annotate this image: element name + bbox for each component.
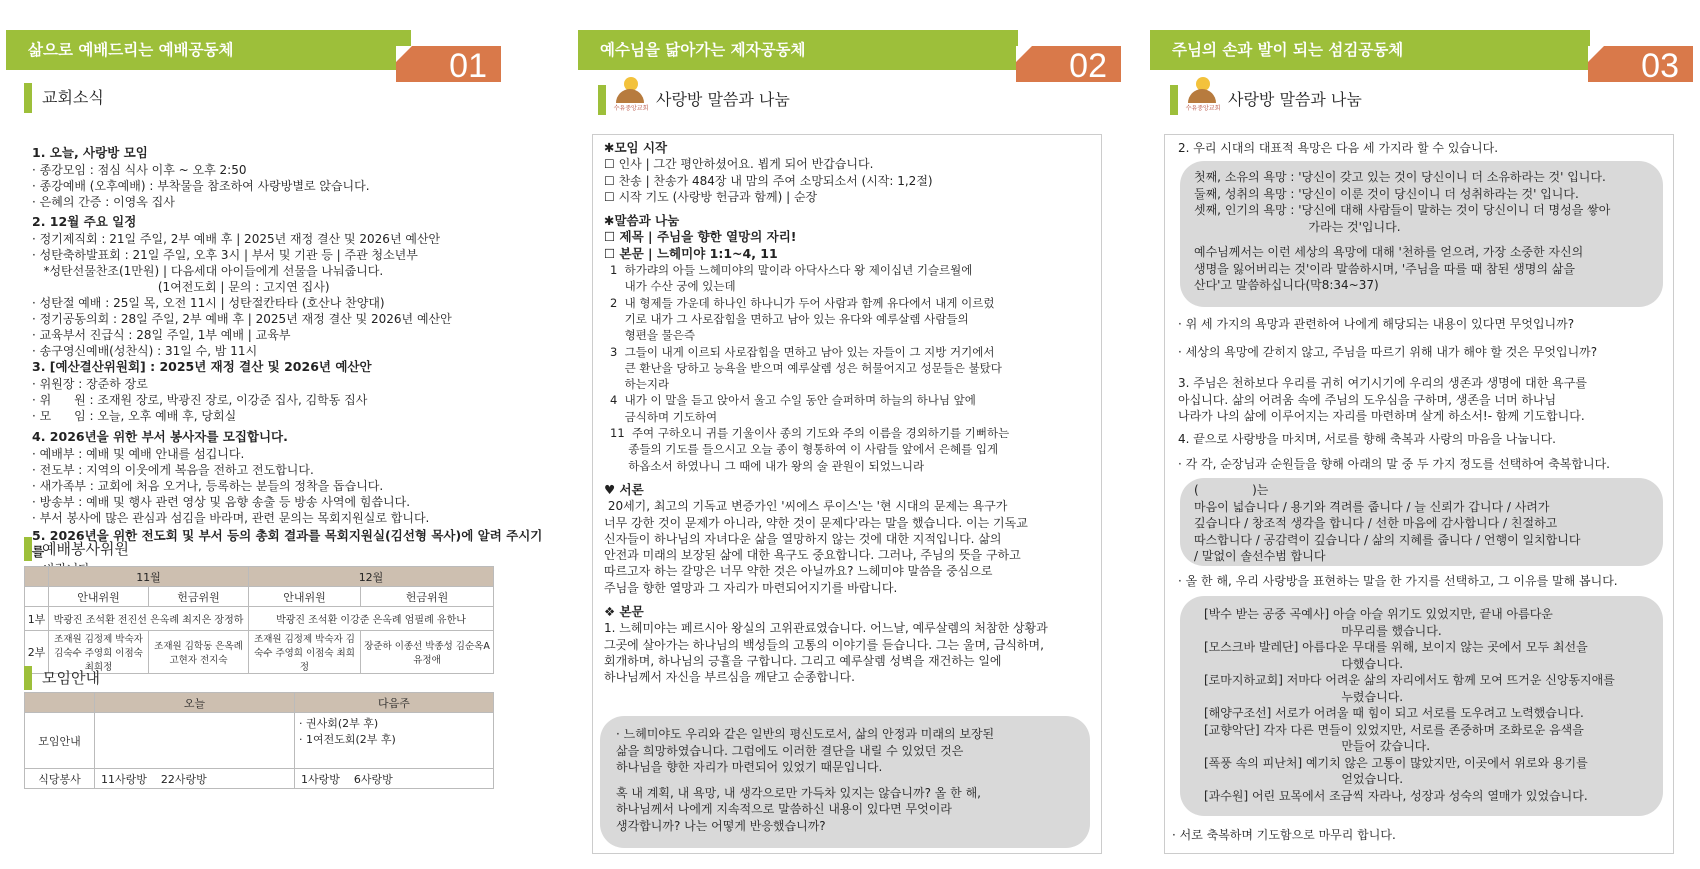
study-line <box>604 596 1096 604</box>
news-item-line: · 은혜의 간증 : 이영옥 집사 <box>32 195 175 209</box>
study-line <box>604 474 1096 482</box>
section-banner: 예수님을 닮아가는 제자공동체 <box>578 30 1018 70</box>
worship-volunteer-table: 11월 12월 안내위원 헌금위원 안내위원 헌금위원 1부 박광진 조석환 전진선 은옥례 최지은 장정하 박광진 조석환 이강준 은옥례 엄필례 유한나 2부 조재원 김정제 박숙자 김숙수 주영희 이점숙 최희정 조재원 김학동 은옥례 고현자 전지숙 조재원 김정제 박숙자 김숙수 주영희 이점숙 최희정 장준하 이종선 박종성 김순옥A 유정애 <box>24 566 494 674</box>
bubble-line: [박수 받는 공중 곡예사] 아슬 아슬 위기도 있었지만, 끝내 아름다운 <box>1204 607 1553 621</box>
bubble-line: [로마지하교회] 저마다 어려운 삶의 자리에서도 함께 모여 뜨거운 신앙동지애를 <box>1204 673 1615 687</box>
bubble-line: [모스크바 발레단] 아름다운 무대를 위해, 보이지 않는 곳에서 모두 최선을 <box>1204 640 1588 654</box>
study-heading: ✱모임 시작 <box>604 140 668 155</box>
bubble-line: 삶을 희망하였습니다. 그럼에도 이러한 결단을 내릴 수 있었던 것은 <box>616 743 964 758</box>
panel-worship-community <box>6 30 549 860</box>
news-item-title: 5. 2026년을 위한 전도회 및 부서 등의 총회 결과를 목회지원실(김선형 목사)에 알려 주시기를 <box>32 528 543 559</box>
church-logo: 수유중앙교회 <box>612 75 648 111</box>
study-line: 금식하며 기도하여 <box>610 409 718 424</box>
study-line: 하나님께서 자신을 부르심을 깨닫고 순종합니다. <box>604 670 855 685</box>
bubble-line: 누렸습니다. <box>1204 689 1404 704</box>
news-item-line: · 종강예배 (오후예배) : 부착물을 참조하여 사랑방별로 앉습니다. <box>32 179 370 193</box>
study-line <box>604 205 1096 213</box>
study-line: 1. 느헤미야는 페르시아 왕실의 고위관료였습니다. 어느날, 예루살렘의 처참한 상황과 <box>604 621 1048 636</box>
bubble-line <box>1194 235 1649 244</box>
study-heading: ☐ 제목 | 주님을 향한 열망의 자리! <box>604 229 797 245</box>
study-line: 내가 수산 궁에 있는데 <box>610 279 736 294</box>
study-line: 안전과 미래의 보장된 삶에 대한 욕구도 중요합니다. 그러나, 주님의 뜻을 구하고 <box>604 548 1021 563</box>
study-line: 4 내가 이 말을 듣고 앉아서 울고 수일 동안 슬퍼하며 하늘의 하나님 앞에 <box>610 393 976 408</box>
bubble-line: 따스합니다 / 공감력이 깊습니다 / 삶의 지혜를 줍니다 / 언행이 일치합니다 <box>1194 532 1581 547</box>
bubble-line <box>616 776 1074 785</box>
bubble-line: 생각합니까? 나는 어떻게 반응했습니까? <box>616 818 826 833</box>
point-3 <box>1178 375 1587 425</box>
news-item-line: · 예배부 : 예배 및 예배 안내를 섬깁니다. <box>32 447 245 461</box>
study-text <box>604 140 1096 686</box>
bubble-line: 하나님께서 나에게 지속적으로 말씀하신 내용이 있다면 무엇이라 <box>616 802 952 816</box>
study-line: 하는지라 <box>610 377 670 392</box>
study-line: 3 그들이 내게 이르되 사로잡힘을 면하고 남아 있는 자들이 그 지방 거기에서 <box>610 344 995 359</box>
news-item-line: (1여전도회 | 문의 : 고지연 집사) <box>32 280 330 294</box>
bubble-line: 첫째, 소유의 욕망 : '당신이 갖고 있는 것이 당신이니 더 소유하라는 것' 입니다. <box>1194 170 1606 184</box>
bubble-line: 예수님께서는 이런 세상의 욕망에 대해 '천하를 얻으려, 가장 소중한 자신의 <box>1194 245 1584 259</box>
paragraph-line: 나라가 나의 삶에 이루어지는 자리를 마련하며 살게 하소서!- 함께 기도합니다. <box>1178 409 1585 423</box>
news-item <box>32 214 552 359</box>
bubble-line: / 말없이 솔선수범 합니다 <box>1194 549 1326 563</box>
study-line: 큰 환난을 당하고 능욕을 받으며 예루살렘 성은 허물어지고 성문들은 불탔다 <box>610 360 1002 375</box>
heading-worship-volunteers: 예배봉사위원 <box>24 537 129 561</box>
bubble-line: 생명을 잃어버리는 것'이라 말씀하시며, '주님을 따를 때 참된 생명의 삶을 <box>1194 261 1575 276</box>
paragraph-line: 3. 주님은 천하보다 우리를 귀히 여기시기에 우리의 생존과 생명에 대한 욕구를 <box>1178 376 1587 390</box>
heading-meeting-guide: 모임안내 <box>24 666 100 690</box>
reflection-bubble <box>600 716 1090 848</box>
study-line: 20세기, 최고의 기독교 변증가인 '씨에스 루이스'는 '현 시대의 문제는 욕구가 <box>604 499 1008 514</box>
point-2: 2. 우리 시대의 대표적 욕망은 다음 세 가지라 할 수 있습니다. <box>1178 141 1499 155</box>
study-line: 종들의 기도를 들으시고 오늘 종이 형통하여 이 사람들 앞에서 은혜를 입게 <box>610 442 999 457</box>
study-line: ☐ 인사 | 그간 평안하셨어요. 뵙게 되어 반갑습니다. <box>604 157 874 172</box>
bubble-line: 산다'고 말씀하십니다(막8:34~37) <box>1194 278 1379 292</box>
news-item-line: *성탄선물찬조(1만원) | 다음세대 아이들에게 선물을 나눠줍니다. <box>32 264 384 278</box>
paragraph-line: 아십니다. 삶의 어려움 속에 주님의 도우심을 구하며, 생존을 너머 하나님 <box>1178 392 1557 407</box>
news-item-line: · 위원장 : 장준하 장로 <box>32 377 148 391</box>
study-line: ☐ 시작 기도 (사랑방 헌금과 함께) | 순장 <box>604 189 818 204</box>
section-number: 03 <box>1588 46 1693 82</box>
news-item <box>32 145 552 210</box>
bubble-line: 셋째, 인기의 욕망 : '당신에 대해 사람들이 말하는 것이 당신이니 더 명성을 쌓아 <box>1194 203 1611 217</box>
news-item-line: · 정기공동의회 : 28일 주일, 2부 예배 후 | 2025년 재정 결산 및 2026년 예산안 <box>32 312 452 326</box>
bubble-line: 하나님을 향한 자리가 마련되어 있었기 때문입니다. <box>616 760 883 774</box>
news-item <box>32 359 552 424</box>
section-banner: 주님의 손과 발이 되는 섬김공동체 <box>1150 30 1590 70</box>
study-heading: ☐ 본문 | 느헤미야 1:1~4, 11 <box>604 245 778 261</box>
bubble-line: [해양구조선] 서로가 어려울 때 힘이 되고 서로를 도우려고 노력했습니다. <box>1204 706 1584 720</box>
news-item-line: · 모 임 : 오늘, 오후 예배 후, 당회실 <box>32 409 237 423</box>
bubble-line: ( )는 <box>1194 483 1269 497</box>
study-heading: ✱말씀과 나눔 <box>604 213 680 229</box>
news-item-title: 1. 오늘, 사랑방 모임 <box>32 145 148 160</box>
group-words-bubble <box>1180 596 1663 816</box>
blessing-bubble <box>1180 478 1663 566</box>
heading-bible-sharing: 사랑방 말씀과 나눔 <box>598 85 790 115</box>
bubble-line: 얻었습니다. <box>1204 772 1404 786</box>
study-heading: ♥ 서론 <box>604 481 644 497</box>
heading-bible-sharing: 사랑방 말씀과 나눔 <box>1170 85 1362 115</box>
bubble-line: [과수원] 어린 묘목에서 조금씩 자라나, 성장과 성숙의 열매가 있었습니다. <box>1204 788 1588 803</box>
bubble-line: 혹 내 계획, 내 욕망, 내 생각으로만 가득차 있지는 않습니까? 올 한 해, <box>616 785 981 800</box>
study-line: 하옵소서 하였나니 그 때에 내가 왕의 술 관원이 되었느니라 <box>610 458 925 473</box>
study-line: 그곳에 살아가는 하나님의 백성들의 고통의 이야기를 듣습니다. 그는 울며, 금식하며, <box>604 637 1044 652</box>
heading-church-news: 교회소식 <box>24 83 104 113</box>
study-line: 11 주여 구하오니 귀를 기울이사 종의 기도와 주의 이름을 경외하기를 기뻐하는 <box>610 426 1010 441</box>
bubble-line: 마음이 넓습니다 / 용기와 격려를 줍니다 / 늘 신뢰가 갑니다 / 사려가 <box>1194 499 1550 514</box>
section-number: 01 <box>396 46 501 82</box>
meeting-table: 오늘 다음주 모임안내 · 권사회(2부 후) · 1여전도회(2부 후) 식당봉사 11사랑방 22사랑방 1사랑방 6사랑방 <box>24 692 494 789</box>
study-line: 회개하며, 하나님의 긍휼을 구합니다. 그리고 예루살렘 성벽을 재건하는 일에 <box>604 653 1002 668</box>
question-4: · 올 한 해, 우리 사랑방을 표현하는 말을 한 가지를 선택하고, 그 이유를 말해 봅니다. <box>1178 574 1618 588</box>
news-item-line: · 방송부 : 예배 및 행사 관련 영상 및 음향 송출 등 방송 사역에 힘씁니다. <box>32 495 411 509</box>
news-item-line: · 전도부 : 지역의 이웃에게 복음을 전하고 전도합니다. <box>32 463 314 477</box>
bubble-line: [폭풍 속의 피난처] 예기치 않은 고통이 많았지만, 이곳에서 위로와 용기를 <box>1204 755 1588 770</box>
study-line: 따르고자 하는 갈망은 너무 약한 것은 아닐까요? 느헤미야 말씀을 중심으로 <box>604 564 993 579</box>
news-item-line: · 송구영신예배(성찬식) : 31일 수, 밤 11시 <box>32 344 258 358</box>
question-1: · 위 세 가지의 욕망과 관련하여 나에게 해당되는 내용이 있다면 무엇입니까? <box>1178 317 1575 331</box>
bubble-line: [교향악단] 각자 다른 면들이 있었지만, 서로를 존중하며 조화로운 음색을 <box>1204 722 1584 737</box>
news-item-line: · 종강모임 : 점심 식사 이후 ~ 오후 2:50 <box>32 163 247 177</box>
bubble-line: 깊습니다 / 창조적 생각을 합니다 / 선한 마음에 감사합니다 / 친절하고 <box>1194 516 1558 530</box>
church-logo: 수유중앙교회 <box>1184 75 1220 111</box>
study-line: 1 하가랴의 아들 느헤미야의 말이라 아닥사스다 왕 제이십년 기슬르월에 <box>610 263 973 278</box>
bubble-line: 다했습니다. <box>1204 656 1404 671</box>
news-item-line: · 부서 봉사에 많은 관심과 섬김을 바라며, 관련 문의는 목회지원실로 합니다. <box>32 511 430 525</box>
section-number: 02 <box>1016 46 1121 82</box>
study-line: 너무 강한 것이 문제가 아니라, 약한 것이 문제다'라는 말을 했습니다. 이는 기독교 <box>604 515 1028 530</box>
study-line: 형편을 물은즉 <box>610 328 695 343</box>
news-item-line: · 성탄축하발표회 : 21일 주일, 오후 3시 | 부서 및 기관 등 | 주관 청소년부 <box>32 248 418 262</box>
closing-line: · 서로 축복하며 기도함으로 마무리 합니다. <box>1172 828 1396 842</box>
section-banner: 삶으로 예배드리는 예배공동체 <box>6 30 411 70</box>
study-line: 기로 내가 그 사로잡힘을 면하고 남아 있는 유다와 예루살렘 사람들의 <box>610 311 969 326</box>
study-line: 주님을 향한 열망과 그 자리가 마련되어지기를 바랍니다. <box>604 580 898 595</box>
news-item <box>32 429 552 526</box>
panel-disciple-community <box>578 30 1121 860</box>
bubble-line: · 느헤미야도 우리와 같은 일반의 평신도로서, 삶의 안정과 미래의 보장된 <box>616 727 995 741</box>
news-item-title: 2. 12월 주요 일정 <box>32 214 137 229</box>
study-line: 신자들이 하나님의 자녀다운 삶을 열망하지 않는 것에 대한 지적입니다. 삶의 <box>604 531 1002 546</box>
news-item-line: · 교육부서 진급식 : 28일 주일, 1부 예배 | 교육부 <box>32 328 291 342</box>
panel-service-community <box>1150 30 1693 860</box>
bubble-line: 마무리를 했습니다. <box>1204 623 1442 638</box>
point-4: 4. 끝으로 사랑방을 마치며, 서로를 향해 축복과 사랑의 마음을 나눕니다. <box>1178 432 1556 446</box>
bubble-line: 둘째, 성취의 욕망 : '당신이 이룬 것이 당신이니 더 성취하라는 것' 입니다. <box>1194 186 1579 201</box>
question-2: · 세상의 욕망에 갇히지 않고, 주님을 따르기 위해 내가 해야 할 것은 무엇입니까? <box>1178 345 1598 359</box>
desire-bubble <box>1180 161 1663 307</box>
question-3: · 각 각, 순장님과 순원들을 향해 아래의 말 중 두 가지 정도를 선택하여 축복합니다. <box>1178 457 1610 471</box>
bubble-line: 만들어 갔습니다. <box>1204 739 1431 753</box>
news-item-title: 4. 2026년을 위한 부서 봉사자를 모집합니다. <box>32 429 288 444</box>
study-line: ☐ 찬송 | 찬송가 484장 내 맘의 주여 소망되소서 (시작: 1,2절) <box>604 173 933 188</box>
study-heading: ❖ 본문 <box>604 604 644 620</box>
news-item-line: · 성탄절 예배 : 25일 목, 오전 11시 | 성탄절칸타타 (호산나 찬양대) <box>32 296 385 310</box>
bubble-line: 가라는 것'입니다. <box>1194 219 1401 234</box>
news-item-line: · 정기제직회 : 21일 주일, 2부 예배 후 | 2025년 재정 결산 및 2026년 예산안 <box>32 232 441 246</box>
news-item-line: · 위 원 : 조재원 장로, 박광진 장로, 이강준 집사, 김학동 집사 <box>32 393 368 407</box>
news-item-line: · 새가족부 : 교회에 처음 오거나, 등록하는 분들의 정착을 돕습니다. <box>32 479 384 493</box>
study-line: 2 내 형제들 가운데 하나인 하나니가 두어 사람과 함께 유다에서 내게 이르렀 <box>610 295 995 310</box>
news-item-title: 3. [예산결산위원회] : 2025년 재정 결산 및 2026년 예산안 <box>32 359 372 374</box>
